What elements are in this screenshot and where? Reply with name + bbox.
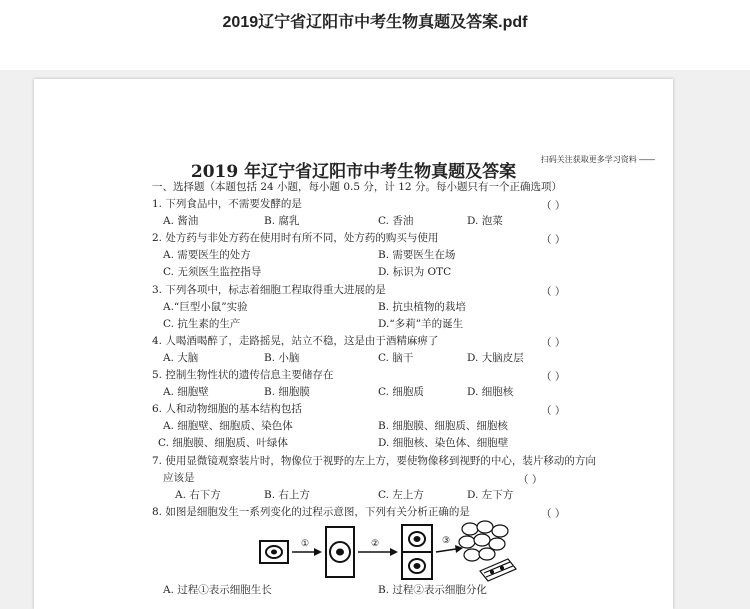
question-4: 4. 人喝酒喝醉了，走路摇晃，站立不稳，这是由于酒精麻痹了 <box>152 335 439 347</box>
question-7-continued: 应该是 <box>163 472 195 484</box>
question-2: 2. 处方药与非处方药在使用时有所不同，处方药的购买与使用 <box>152 232 439 244</box>
q5-option-b: B. 细胞膜 <box>264 386 310 398</box>
question-1: 1. 下列食品中，不需要发酵的是 <box>152 198 302 210</box>
answer-paren-6: （ ） <box>541 405 566 417</box>
q7-option-a: A. 右下方 <box>175 489 221 501</box>
section-heading: 一、选择题（本题包括 24 小题，每小题 0.5 分，计 12 分。每小题只有一个正确选项） <box>152 181 562 193</box>
q1-option-d: D. 泡菜 <box>467 215 503 227</box>
arrow-1 <box>314 548 322 556</box>
q4-option-b: B. 小脑 <box>264 352 300 364</box>
muscle-fiber <box>480 559 516 581</box>
q6-option-a: A. 细胞壁、细胞质、染色体 <box>163 420 293 432</box>
answer-paren-1: （ ） <box>541 200 566 212</box>
step-label-2: ② <box>371 539 380 549</box>
pdf-page[interactable] <box>34 79 673 609</box>
q2-option-d: D. 标识为 OTC <box>378 266 452 278</box>
arrow-2 <box>390 548 398 556</box>
q3-option-d: D.“多莉”羊的诞生 <box>378 318 464 330</box>
file-title: 2019辽宁省辽阳市中考生物真题及答案.pdf <box>222 14 528 31</box>
step-label-1: ① <box>301 539 310 549</box>
question-8: 8. 如图是细胞发生一系列变化的过程示意图，下列有关分析正确的是 <box>152 506 470 518</box>
watermark-text: 扫码关注获取更多学习资料 —— <box>540 155 655 164</box>
step-label-3: ③ <box>442 536 451 546</box>
answer-paren-2: （ ） <box>541 234 566 246</box>
question-3: 3. 下列各项中，标志着细胞工程取得重大进展的是 <box>152 284 386 296</box>
q1-option-a: A. 酱油 <box>163 215 199 227</box>
q8-option-b-partial: B. 过程②表示细胞分化 <box>378 584 487 596</box>
q5-option-c: C. 细胞质 <box>378 386 424 398</box>
q2-option-b: B. 需要医生在场 <box>378 249 456 261</box>
q4-option-c: C. 脑干 <box>378 352 414 364</box>
q7-option-d: D. 左下方 <box>467 489 514 501</box>
answer-paren-8: （ ） <box>541 508 566 520</box>
question-6: 6. 人和动物细胞的基本结构包括 <box>152 403 302 415</box>
answer-paren-5: （ ） <box>541 371 566 383</box>
q6-option-c: C. 细胞膜、细胞质、叶绿体 <box>158 437 288 449</box>
cell-process-figure <box>256 519 518 585</box>
q1-option-c: C. 香油 <box>378 215 414 227</box>
exam-title: 2019 年辽宁省辽阳市中考生物真题及答案 <box>190 162 517 182</box>
answer-paren-3: （ ） <box>541 286 566 298</box>
q4-option-a: A. 大脑 <box>163 352 199 364</box>
q4-option-d: D. 大脑皮层 <box>467 352 524 364</box>
q1-option-b: B. 腐乳 <box>264 215 300 227</box>
q5-option-d: D. 细胞核 <box>467 386 514 398</box>
q2-option-a: A. 需要医生的处方 <box>163 249 251 261</box>
viewer-header <box>0 0 750 70</box>
q8-option-a-partial: A. 过程①表示细胞生长 <box>163 584 272 596</box>
answer-paren-4: （ ） <box>541 337 566 349</box>
q6-option-b: B. 细胞膜、细胞质、细胞核 <box>378 420 508 432</box>
q7-option-c: C. 左上方 <box>378 489 424 501</box>
q3-option-c: C. 抗生素的生产 <box>163 318 241 330</box>
q7-option-b: B. 右上方 <box>264 489 310 501</box>
q6-option-d: D. 细胞核、染色体、细胞壁 <box>378 437 509 449</box>
answer-paren-7: （ ） <box>518 474 543 486</box>
q2-option-c: C. 无须医生监控指导 <box>163 266 262 278</box>
question-7: 7. 使用显微镜观察装片时，物像位于视野的左上方，要使物像移到视野的中心，装片移动的方向 <box>152 455 596 467</box>
cell-tissue <box>459 521 508 561</box>
q5-option-a: A. 细胞壁 <box>163 386 209 398</box>
question-5: 5. 控制生物性状的遗传信息主要储存在 <box>152 369 334 381</box>
q3-option-b: B. 抗虫植物的栽培 <box>378 301 466 313</box>
q3-option-a: A.“巨型小鼠”实验 <box>163 301 248 313</box>
